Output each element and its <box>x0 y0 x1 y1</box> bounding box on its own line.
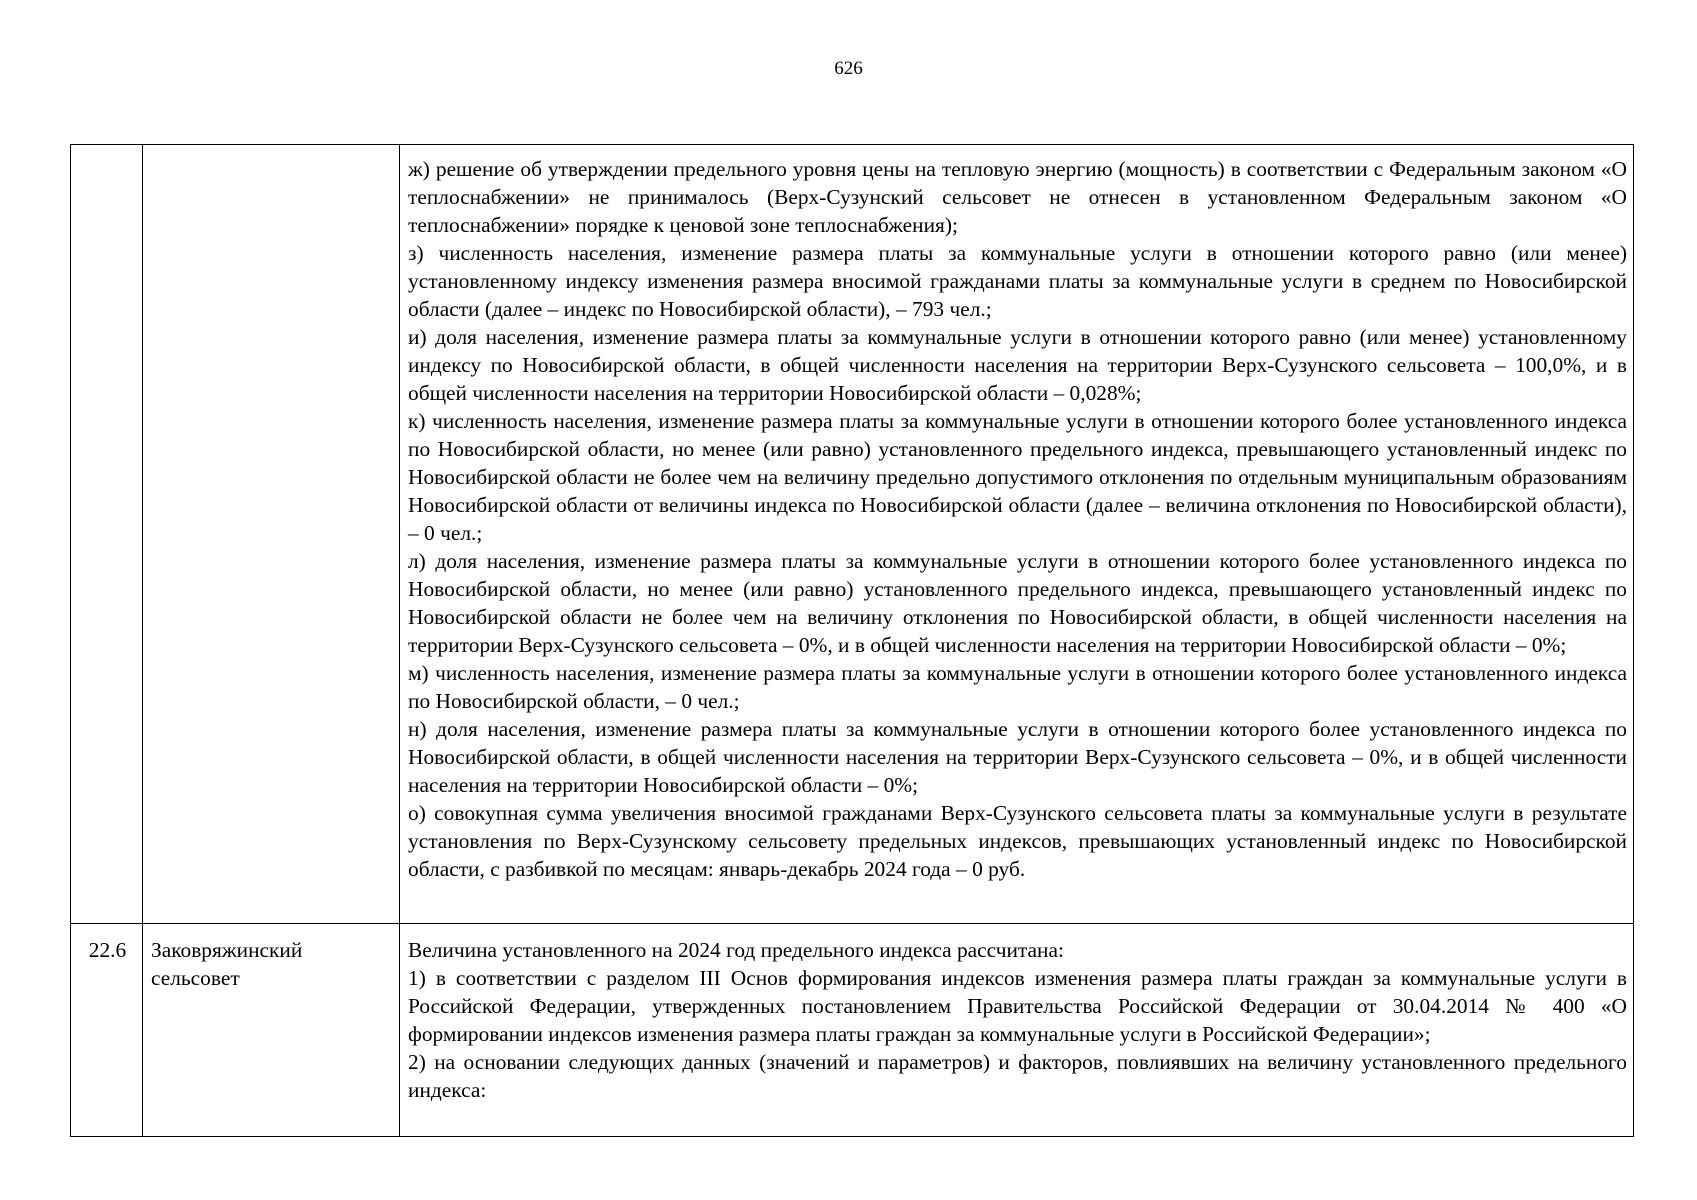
page-number: 626 <box>834 58 863 79</box>
paragraph-m: м) численность населения, изменение размера платы за коммунальные услуги в отношении которого более установленного индекса по Новосибирской области, – 0 чел.; <box>408 661 1627 713</box>
paragraph-i: и) доля населения, изменение размера платы за коммунальные услуги в отношении которого равно (или менее) установленному индексу по Новосибирской области, в общей численности населения на территории Верх-Сузунского сельсовета – 100,0%, и в общей численности населения на территории Новосибирской области – 0,028%; <box>408 325 1627 405</box>
index-justification-table <box>70 144 1634 1137</box>
paragraph-zh: ж) решение об утверждении предельного уровня цены на тепловую энергию (мощность) в соответствии с Федеральным законом «О теплоснабжении» не принималось (Верх-Сузунский сельсовет не отнесен в установленном Федеральным законом «О теплоснабжении» порядке к ценовой зоне теплоснабжения); <box>408 157 1627 237</box>
municipality-name-cell: Заковряжинский сельсовет <box>143 924 400 1137</box>
paragraph-intro: Величина установленного на 2024 год предельного индекса рассчитана: <box>408 938 1064 962</box>
paragraph-k: к) численность населения, изменение размера платы за коммунальные услуги в отношении которого более установленного индекса по Новосибирской области, но менее (или равно) установленного предельного индекса, превышающего установленный индекс по Новосибирской области не более чем на величину предельно допустимого отклонения по отдельным муниципальным образованиям Новосибирской области от величины индекса по Новосибирской области (далее – величина отклонения по Новосибирской области), – 0 чел.; <box>408 409 1627 545</box>
table-row <box>71 924 1634 1137</box>
paragraph-1: 1) в соответствии с разделом III Основ формирования индексов изменения размера платы граждан за коммунальные услуги в Российской Федерации, утвержденных постановлением Правительства Российской Федерации от 30.04.2014 № 400 «О формировании индексов изменения размера платы граждан за коммунальные услуги в Российской Федерации»; <box>408 966 1627 1046</box>
row-number-cell <box>71 145 143 924</box>
paragraph-z: з) численность населения, изменение размера платы за коммунальные услуги в отношении которого равно (или менее) установленному индексу изменения размера вносимой гражданами платы за коммунальные услуги в среднем по Новосибирской области (далее – индекс по Новосибирской области), – 793 чел.; <box>408 241 1627 321</box>
justification-text-cell <box>400 145 1634 924</box>
table-row <box>71 145 1634 924</box>
paragraph-n: н) доля населения, изменение размера платы за коммунальные услуги в отношении которого более установленного индекса по Новосибирской области, в общей численности населения на территории Верх-Сузунского сельсовета – 0%, и в общей численности населения на территории Новосибирской области – 0%; <box>408 717 1627 797</box>
justification-text-cell <box>400 924 1634 1137</box>
municipality-name-cell <box>143 145 400 924</box>
paragraph-2: 2) на основании следующих данных (значений и параметров) и факторов, повлиявших на величину установленного предельного индекса: <box>408 1050 1627 1102</box>
paragraph-l: л) доля населения, изменение размера платы за коммунальные услуги в отношении которого более установленного индекса по Новосибирской области, но менее (или равно) установленного предельного индекса, превышающего установленный индекс по Новосибирской области не более чем на величину отклонения по Новосибирской области, в общей численности населения на территории Верх-Сузунского сельсовета – 0%, и в общей численности населения на территории Новосибирской области – 0%; <box>408 549 1627 657</box>
row-number-cell: 22.6 <box>71 924 143 1137</box>
paragraph-o: о) совокупная сумма увеличения вносимой гражданами Верх-Сузунского сельсовета платы за коммунальные услуги в результате установления по Верх-Сузунскому сельсовету предельных индексов, превышающих установленный индекс по Новосибирской области, с разбивкой по месяцам: январь-декабрь 2024 года – 0 руб. <box>408 801 1627 881</box>
